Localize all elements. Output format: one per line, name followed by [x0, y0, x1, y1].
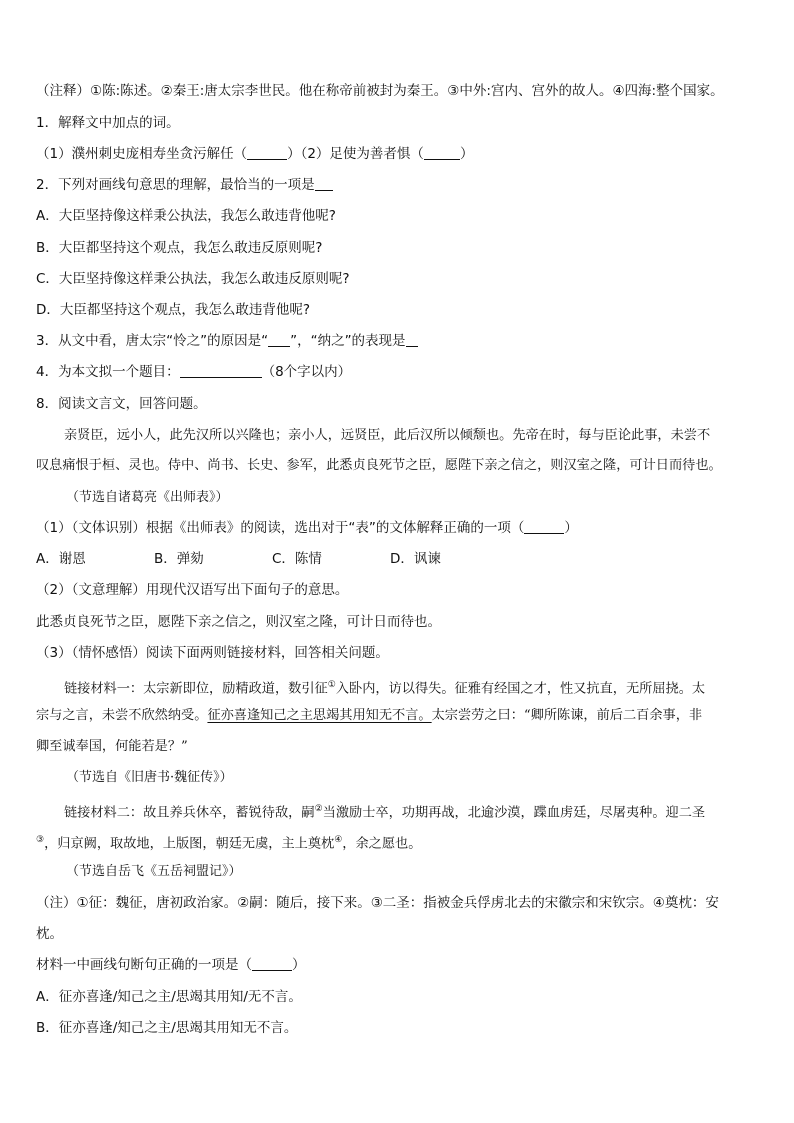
material1-text: 宗与之言，未尝不欣然纳受。 [36, 708, 208, 723]
sub1-options [36, 549, 760, 569]
split-option-b: B．征亦喜逢/知己之主/思竭其用知无不言。 [36, 1020, 298, 1036]
passage-source: （节选自诸葛亮《出师表》） [66, 490, 229, 505]
material1-text: 入卧内，访以得失。征雅有经国之才，性又抗直，无所屈挠。太 [335, 681, 706, 697]
split-question-line [36, 955, 760, 975]
q8-stem: 8．阅读文言文，回答问题。 [36, 396, 207, 412]
notes-top: （注释）①陈:陈述。②秦王:唐太宗李世民。他在称帝前被封为秦王。③中外:宫内、宫外的故人。④四海:整个国家。 [36, 83, 724, 99]
material1-text: 太宗尝劳之曰：“卿所陈谏，前后二百余事，非 [431, 708, 703, 723]
answer-blank[interactable] [424, 145, 460, 160]
material2-text: 链接材料二：故且养兵休卒，蓄锐待敌，嗣 [64, 805, 315, 821]
q3-part-a: 3．从文中看，唐太宗“怜之”的原因是“ [36, 333, 269, 349]
q3-line [36, 331, 760, 351]
q4-line [36, 362, 760, 382]
sub1-option-d: D．讽谏 [390, 551, 441, 567]
sub1-stem-a: （1）（文体识别）根据《出师表》的阅读，选出对于“表”的文体解释正确的一项（ [36, 520, 525, 536]
sub1-option-a: A．谢恩 [36, 551, 86, 567]
q1-items-part-b: ）（2）足使为善者惧（ [287, 146, 424, 162]
split-option-a: A．征亦喜逢/知己之主/思竭其用知/无不言。 [36, 989, 302, 1005]
passage-line-1: 亲贤臣，远小人，此先汉所以兴隆也；亲小人，远贤臣，此后汉所以倾颓也。先帝在时，每与臣论此事，未尝不 [64, 428, 711, 443]
q3-part-b: ”，“纳之”的表现是 [290, 333, 406, 349]
answer-blank[interactable] [180, 363, 262, 378]
material2-text: ，归京阙，取故地，上版图，朝廷无虞，主上奠枕 [44, 836, 335, 852]
footnote-mark: ② [314, 804, 323, 814]
material1-line-2 [36, 706, 760, 726]
material2-line-2 [36, 830, 760, 854]
passage-line-2: 叹息痛恨于桓、灵也。侍中、尚书、长史、参军，此悉贞良死节之臣，愿陛下亲之信之，则汉室之隆，可计日而待也。 [36, 458, 722, 473]
sub1-stem-b: ） [564, 520, 578, 536]
answer-blank[interactable] [524, 519, 564, 534]
q2-option-a: A．大臣坚持像这样秉公执法，我怎么敢违背他呢? [36, 208, 336, 224]
material2-line-1 [64, 799, 760, 823]
answer-blank[interactable] [247, 145, 287, 160]
material1-line-3: 卿至诚奉国，何能若是？” [36, 739, 188, 754]
answer-blank[interactable] [315, 176, 333, 191]
q1-stem: 1．解释文中加点的词。 [36, 115, 180, 131]
material1-text: 链接材料一：太宗新即位，励精政道，数引征 [64, 681, 328, 697]
q2-stem-line [36, 175, 760, 195]
q2-stem: 2．下列对画线句意思的理解，最恰当的一项是 [36, 177, 315, 193]
answer-blank[interactable] [252, 956, 292, 971]
q1-items [36, 144, 760, 164]
split-question-b: ） [292, 957, 306, 973]
material2-text: 当激励士卒，功期再战，北逾沙漠，蹀血虏廷，尽屠夷种。迎二圣 [322, 805, 706, 821]
footnote-mark: ④ [334, 835, 343, 845]
material2-source: （节选自岳飞《五岳祠盟记》） [66, 864, 242, 879]
material1-line-1 [64, 675, 760, 699]
split-question-a: 材料一中画线句断句正确的一项是（ [36, 957, 252, 973]
q4-part-a: 4．为本文拟一个题目： [36, 364, 180, 380]
sub2-stem: （2）（文意理解）用现代汉语写出下面句子的意思。 [36, 582, 349, 598]
sub1-stem-line [36, 518, 760, 538]
footnote-mark: ① [327, 680, 336, 690]
answer-blank[interactable] [406, 332, 418, 347]
q1-items-part-c: ） [459, 146, 474, 162]
q4-part-b: （8个字以内） [261, 364, 352, 380]
q2-option-d: D．大臣都坚持这个观点，我怎么敢违背他呢? [36, 302, 311, 318]
notes-line-1: （注）①征：魏征，唐初政治家。②嗣：随后，接下来。③二圣：指被金兵俘虏北去的宋徽宗和宋钦宗。④奠枕：安 [36, 895, 719, 911]
q2-option-c: C．大臣坚持像这样秉公执法，我怎么敢违反原则呢? [36, 271, 350, 287]
sub2-sentence: 此悉贞良死节之臣，愿陛下亲之信之，则汉室之隆，可计日而待也。 [36, 614, 441, 630]
underlined-sentence: 征亦喜逢知己之主思竭其用知无不言。 [207, 708, 432, 723]
material2-text: ，余之愿也。 [342, 836, 422, 852]
sub1-option-b: B．弹劾 [154, 551, 204, 567]
answer-blank[interactable] [268, 332, 290, 347]
q1-items-part-a: （1）濮州刺史庞相寿坐贪污解任（ [36, 146, 248, 162]
sub3-stem: （3）（情怀感悟）阅读下面两则链接材料，回答相关问题。 [36, 645, 389, 661]
sub1-option-c: C．陈情 [272, 551, 322, 567]
q2-option-b: B．大臣都坚持这个观点，我怎么敢违反原则呢? [36, 240, 323, 256]
material1-source: （节选自《旧唐书·魏征传》） [66, 770, 233, 785]
notes-line-2: 枕。 [36, 926, 63, 942]
footnote-mark: ③ [36, 835, 45, 845]
